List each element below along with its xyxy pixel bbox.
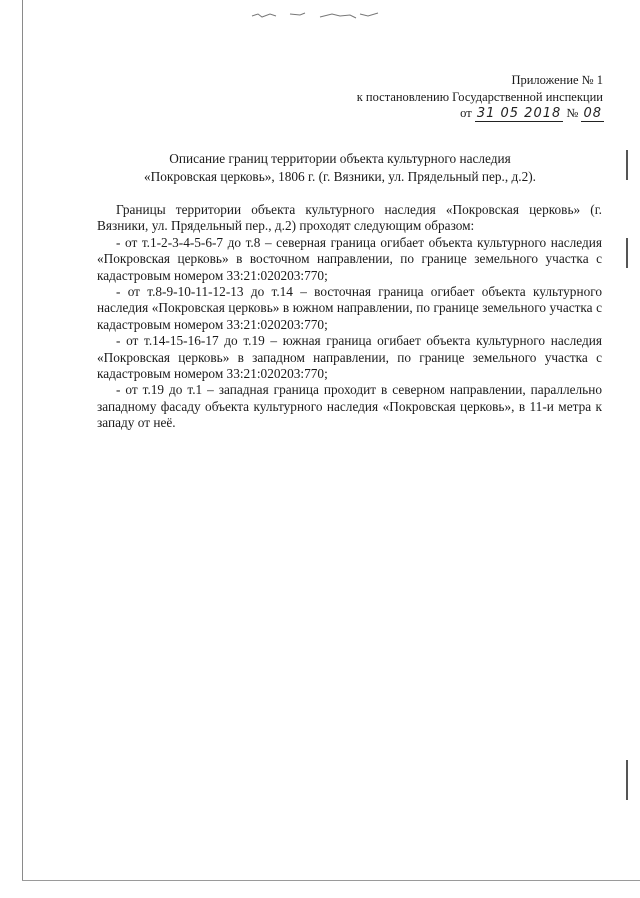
scan-edge-mark xyxy=(626,150,628,180)
scan-margin-line xyxy=(22,0,23,880)
document-body xyxy=(97,202,602,432)
document-title xyxy=(100,150,580,186)
scan-bottom-line xyxy=(22,880,640,881)
title-line-1: Описание границ территории объекта культурного наследия xyxy=(169,151,511,166)
number-prefix: № xyxy=(566,106,579,120)
scan-edge-mark xyxy=(626,238,628,268)
handwritten-date: 31 05 2018 xyxy=(476,106,562,121)
body-paragraph-intro: Границы территории объекта культурного наследия «Покровская церковь» (г. Вязники, ул. Прядельный пер., д.2) проходят следующим образом: xyxy=(97,202,602,234)
decree-date-line xyxy=(460,106,604,121)
date-prefix: от xyxy=(460,106,472,120)
body-paragraph-west: - от т.19 до т.1 – западная граница проходит в северном направлении, параллельно западному фасаду объекта культурного наследия «Покровская церковь», в 11-и метра к западу от неё. xyxy=(97,382,602,431)
scan-edge-mark xyxy=(626,760,628,800)
body-paragraph-south: - от т.14-15-16-17 до т.19 – южная граница огибает объекта культурного наследия «Покровская церковь» в западном направлении, по границе земельного участка с кадастровым номером 33:21:020203:770; xyxy=(97,333,602,382)
appendix-number: Приложение № 1 xyxy=(511,73,603,87)
appendix-reference: к постановлению Государственной инспекции xyxy=(356,90,603,104)
handwritten-number: 08 xyxy=(583,106,602,121)
scan-artifact xyxy=(250,8,390,22)
body-paragraph-north: - от т.1-2-3-4-5-6-7 до т.8 – северная граница огибает объекта культурного наследия «Покровская церковь» в восточном направлении, по границе земельного участка с кадастровым номером 33:21:020203:770; xyxy=(97,234,602,283)
body-paragraph-east: - от т.8-9-10-11-12-13 до т.14 – восточная граница огибает объекта культурного наследия «Покровская церковь» в южном направлении, по границе земельного участка с кадастровым номером 33:21:020203:770; xyxy=(97,284,602,332)
title-line-2: «Покровская церковь», 1806 г. (г. Вязники, ул. Прядельный пер., д.2). xyxy=(143,169,537,184)
appendix-header xyxy=(357,72,603,106)
